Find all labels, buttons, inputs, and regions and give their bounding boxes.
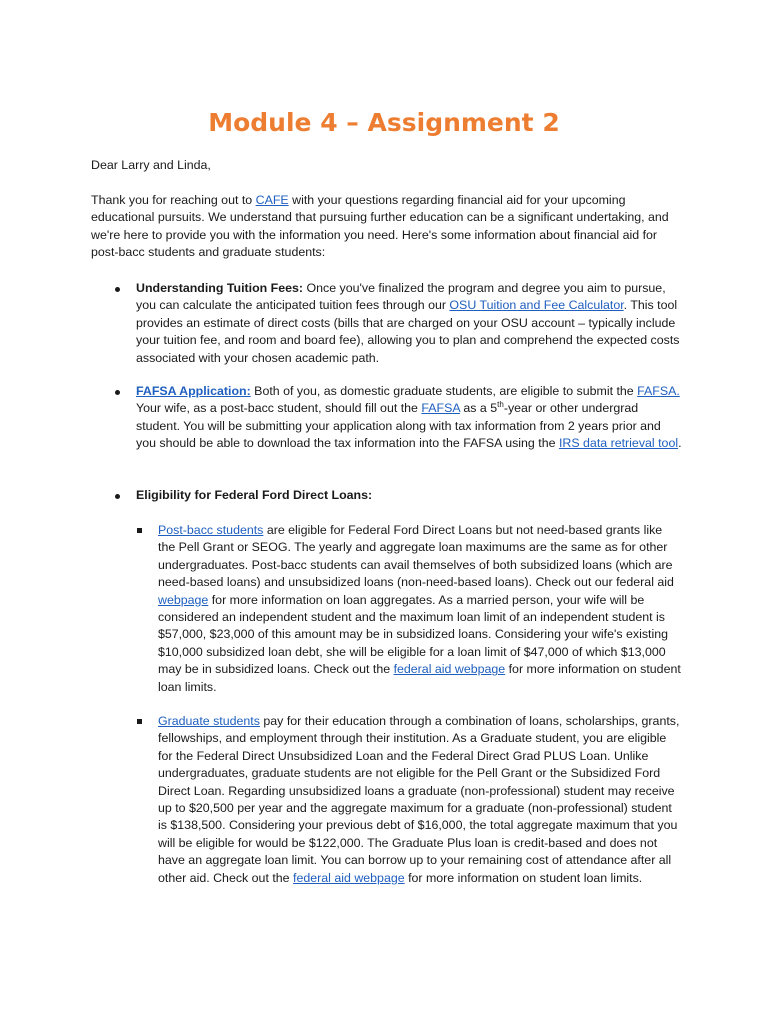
bullet-dot-icon xyxy=(115,390,120,395)
postbacc-students-link[interactable]: Post-bacc students xyxy=(158,523,264,537)
bullet-loan-eligibility xyxy=(136,487,684,504)
fafsa-text-1: Both of you, as domestic graduate students, are eligible to submit the xyxy=(250,384,638,398)
webpage-link[interactable]: webpage xyxy=(158,592,209,607)
postbacc-text-1: are eligible for Federal Ford Direct Loans but not need-based grants like the Pell Grant or SEOG. The yearly and aggregate loan maximums are the same as for other undergraduates. Post-bacc students can avail themselves of both subsidized loans (which are need-based loans) and unsubsidized loans (non-need-based loans). Check out our federal aid xyxy=(158,523,674,590)
fafsa-text-4: -year or other undergrad student. You will be submitting your application along with tax information from 2 years prior and you should be able to download the tax information into the FAFSA using the xyxy=(136,401,661,451)
loan-eligibility-heading: Eligibility for Federal Ford Direct Loans: xyxy=(136,488,373,502)
fafsa-text-5: . xyxy=(678,436,682,451)
subbullet-graduate xyxy=(158,713,682,887)
ordinal-suffix: th xyxy=(497,400,504,410)
greeting: Dear Larry and Linda, xyxy=(91,158,211,172)
graduate-text-1: pay for their education through a combination of loans, scholarships, grants, fellowships, and employment through their institution. As a Graduate student, you are eligible for the Federal Direct Unsubsidized Loan and the Federal Direct Grad PLUS Loan. Unlike undergraduates, graduate students are not eligible for the Pell Grant or the Subsidized Ford Direct Loan. Regarding unsubsidized loans a graduate (non-professional) student may receive up to $20,500 per year and the aggregate maximum for a graduate (non-professional) student is $138,500. Considering your previous debt of $16,000, the total aggregate maximum that you will be eligible for would be $122,000. The Graduate Plus loan is credit-based and does not have an aggregate loan limit. You can borrow up to your remaining cost of attendance after all other aid. Check out the xyxy=(158,714,680,885)
fafsa-link-1[interactable]: FAFSA. xyxy=(637,384,680,398)
tuition-calculator-link[interactable]: OSU Tuition and Fee Calculator xyxy=(449,298,624,313)
federal-aid-webpage-link[interactable]: federal aid webpage xyxy=(293,870,405,885)
intro-text-1: Thank you for reaching out to xyxy=(91,193,256,207)
page-title: Module 4 – Assignment 2 xyxy=(208,108,560,137)
bullet-fafsa xyxy=(136,383,684,453)
fafsa-link-2[interactable]: FAFSA xyxy=(421,401,460,416)
intro-paragraph xyxy=(91,192,681,262)
square-bullet-icon xyxy=(137,719,142,724)
federal-aid-webpage-link[interactable]: federal aid webpage xyxy=(393,662,506,677)
graduate-students-link[interactable]: Graduate students xyxy=(158,714,260,728)
cafe-link[interactable]: CAFE xyxy=(255,193,289,207)
graduate-text-2: for more information on student loan limits. xyxy=(404,870,643,885)
tuition-text-2: . This tool provides an estimate of direct costs (bills that are charged on your OSU account – typically include your tuition fee, and room and board fee), allowing you to plan and comprehend the expected costs associated with your chosen academic path. xyxy=(136,298,680,365)
postbacc-text-3: for more information on student loan limits. xyxy=(158,662,681,694)
fafsa-application-link[interactable]: FAFSA Application: xyxy=(136,384,251,398)
subbullet-postbacc xyxy=(158,522,682,696)
fafsa-text-2: Your wife, as a post-bacc student, should fill out the xyxy=(136,401,422,416)
intro-text-2: with your questions regarding financial aid for your upcoming educational pursuits. We understand that pursuing further education can be a significant undertaking, and we're here to provide you with the information you need. Here's some information about financial aid for post-bacc students and graduate students: xyxy=(91,193,669,260)
postbacc-text-2: for more information on loan aggregates. As a married person, your wife will be considered an independent student and the maximum loan limit of an independent student is $57,000, $23,000 of this amount may be in subsidized loans. Considering your wife's existing $10,000 subsidized loan debt, she will be eligible for a loan limit of $47,000 of which $13,000 may be in subsidized loans. Check out the xyxy=(158,592,668,677)
tuition-heading: Understanding Tuition Fees: xyxy=(136,281,304,295)
bullet-tuition-fees xyxy=(136,280,684,367)
fafsa-text-3: as a 5 xyxy=(459,401,498,416)
bullet-dot-icon xyxy=(115,287,120,292)
bullet-dot-icon xyxy=(115,494,120,499)
square-bullet-icon xyxy=(137,528,142,533)
tuition-text-1: Once you've finalized the program and degree you aim to pursue, you can calculate the anticipated tuition fees through our xyxy=(136,281,666,313)
irs-data-retrieval-link[interactable]: IRS data retrieval tool xyxy=(558,436,679,451)
